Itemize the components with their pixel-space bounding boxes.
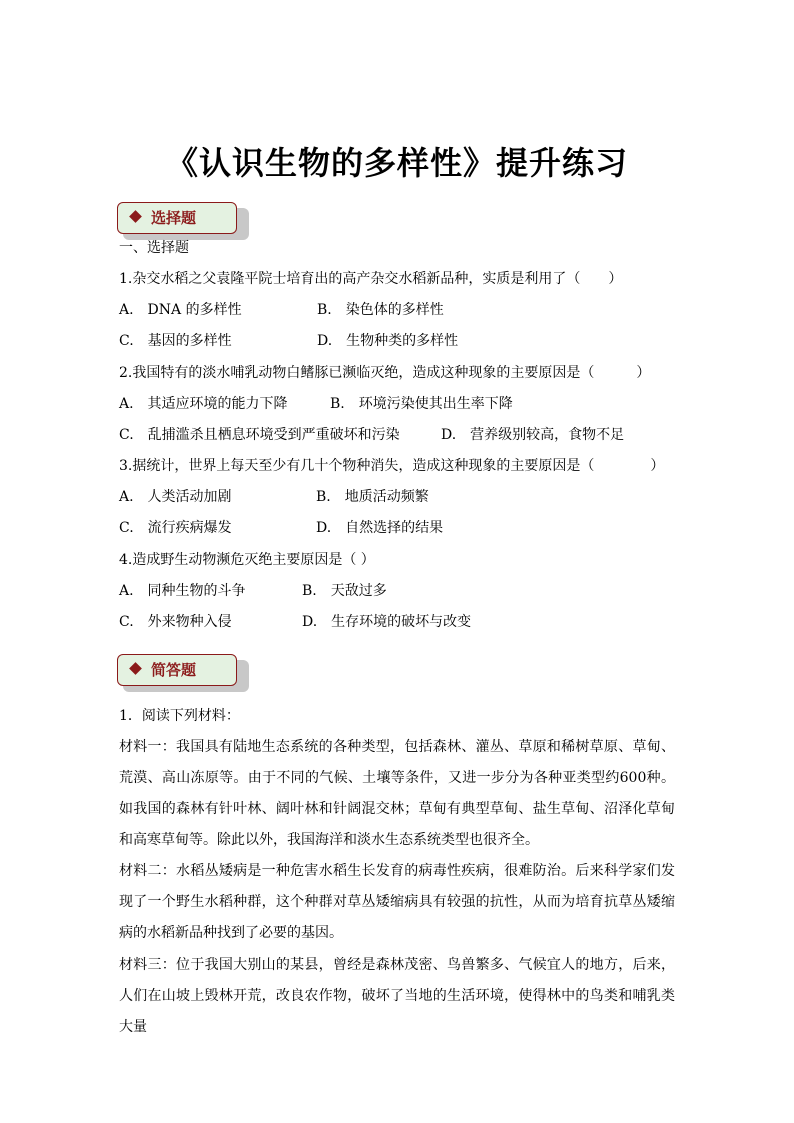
- page-title: 《认识生物的多样性》提升练习: [165, 144, 628, 182]
- option-c: C. 基因的多样性: [119, 333, 232, 349]
- option-c: C. 流行疾病爆发: [119, 520, 232, 536]
- option-a: A. DNA 的多样性: [119, 302, 242, 318]
- option-b: B. 环境污染使其出生率下降: [330, 396, 513, 412]
- option-b: B. 天敌过多: [302, 583, 387, 599]
- option-b: B. 染色体的多样性: [317, 302, 444, 318]
- short-question: 1．阅读下列材料：: [119, 708, 240, 724]
- section-label-text: 简答题: [151, 661, 197, 679]
- option-c: C. 乱捕滥杀且栖息环境受到严重破坏和污染: [119, 427, 400, 443]
- question-stem: 2.我国特有的淡水哺乳动物白鳍豚已濒临灭绝，造成这种现象的主要原因是（ ）: [119, 365, 651, 381]
- option-c: C. 外来物种入侵: [119, 614, 232, 630]
- option-d: D. 生存环境的破坏与改变: [302, 614, 472, 630]
- question-stem: 1.杂交水稻之父袁隆平院士培育出的高产杂交水稻新品种，实质是利用了（ ）: [119, 271, 623, 287]
- section-label-choice: [117, 202, 242, 238]
- option-d: D. 自然选择的结果: [316, 520, 444, 536]
- option-a: A. 其适应环境的能力下降: [119, 396, 288, 412]
- section-label-text: 选择题: [151, 209, 197, 227]
- question-stem: 3.据统计，世界上每天至少有几十个物种消失，造成这种现象的主要原因是（ ）: [119, 458, 665, 474]
- material-3: 材料三：位于我国大别山的某县，曾经是森林茂密、鸟兽繁多、气候宜人的地方，后来，人们在山坡上毁林开荒，改良农作物，破坏了当地的生活环境，使得林中的鸟类和哺乳类大量: [119, 957, 675, 1035]
- choice-heading: 一、选择题: [119, 240, 189, 256]
- material-2: 材料二：水稻丛矮病是一种危害水稻生长发育的病毒性疾病，很难防治。后来科学家们发现了一个野生水稻种群，这个种群对草丛矮缩病具有较强的抗性，从而为培育抗草丛矮缩病的水稻新品种找到了必要的基因。: [119, 863, 675, 941]
- option-a: A. 同种生物的斗争: [119, 583, 246, 599]
- question-stem: 4.造成野生动物濒危灭绝主要原因是（ ）: [119, 552, 375, 568]
- section-label-short: [117, 654, 242, 690]
- option-d: D. 营养级别较高，食物不足: [441, 427, 625, 443]
- option-a: A. 人类活动加剧: [119, 489, 232, 505]
- option-d: D. 生物种类的多样性: [317, 333, 459, 349]
- material-1: 材料一：我国具有陆地生态系统的各种类型，包括森林、灌丛、草原和稀树草原、草甸、荒漠、高山冻原等。由于不同的气候、土壤等条件，又进一步分为各种亚类型约600种。如我国的森林有针叶林、阔叶林和针阔混交林；草甸有典型草甸、盐生草甸、沼泽化草甸和高寒草甸等。除此以外，我国海洋和淡水生态系统类型也很齐全。: [119, 739, 675, 848]
- option-b: B. 地质活动频繁: [316, 489, 429, 505]
